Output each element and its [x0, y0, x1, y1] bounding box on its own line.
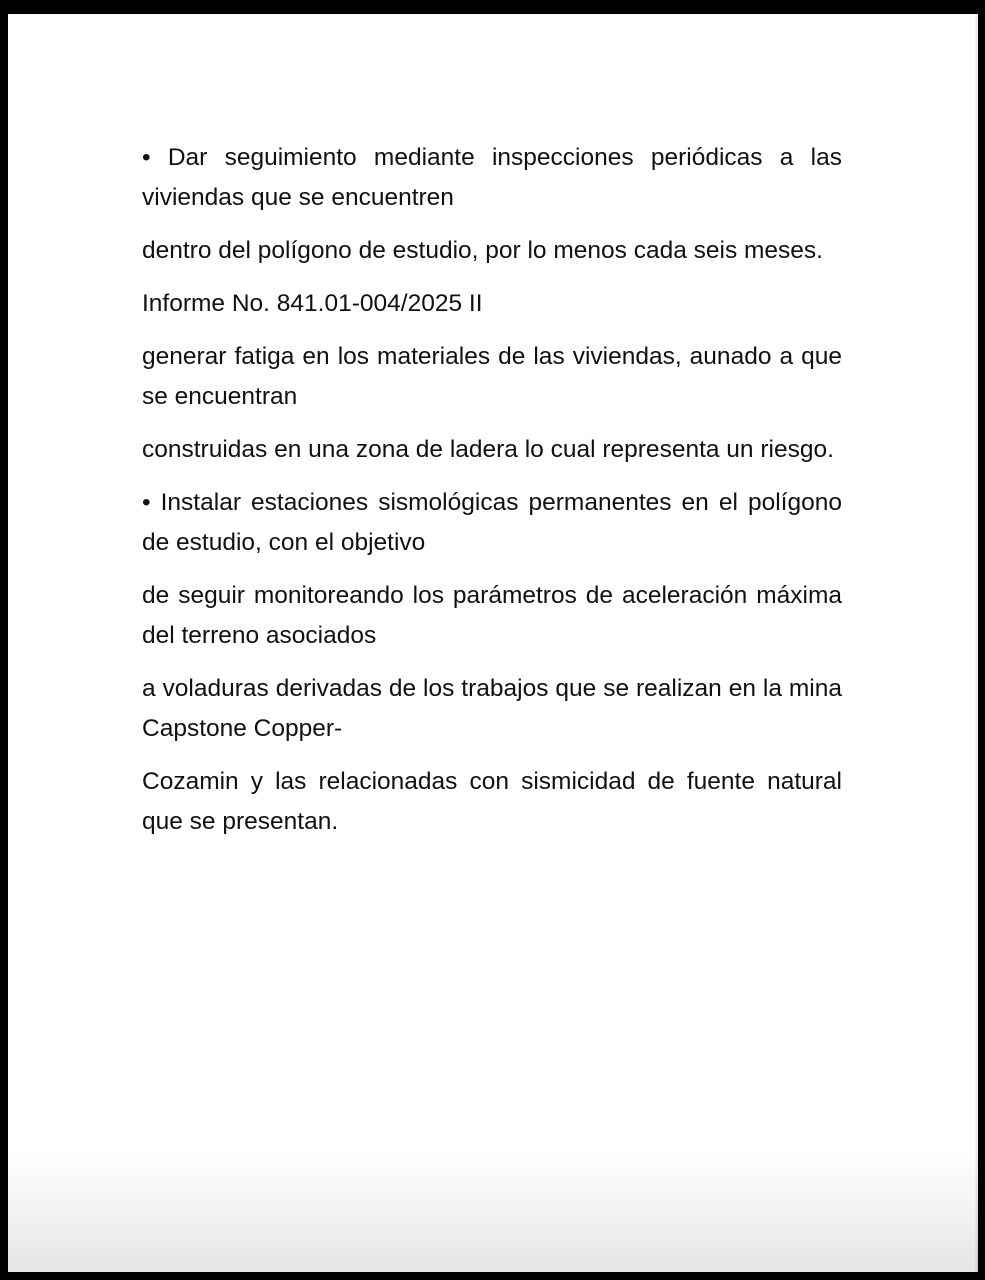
report-number: Informe No. 841.01-004/2025 II: [142, 290, 483, 317]
paragraph-natural-seismicity: Cozamin y las relacionadas con sismicidad de fuente natural que se presentan.: [142, 768, 842, 835]
page-edge-shadow: [974, 14, 978, 1272]
paragraph-inspections-continued: dentro del polígono de estudio, por lo menos cada seis meses.: [142, 237, 823, 264]
document-page: [8, 14, 978, 1272]
paragraph-recommendation-inspections: • Dar seguimiento mediante inspecciones periódicas a las viviendas que se encuentren: [142, 144, 842, 211]
paragraph-monitoring-parameters: de seguir monitoreando los parámetros de aceleración máxima del terreno asociados: [142, 582, 842, 649]
paragraph-recommendation-stations: • Instalar estaciones sismológicas permanentes en el polígono de estudio, con el objetivo: [142, 489, 842, 556]
paragraph-material-fatigue: generar fatiga en los materiales de las viviendas, aunado a que se encuentran: [142, 343, 842, 410]
document-body: [142, 138, 842, 855]
paragraph-blasting-mine: a voladuras derivadas de los trabajos que se realizan en la mina Capstone Copper-: [142, 675, 842, 742]
paragraph-hillside-risk: construidas en una zona de ladera lo cual representa un riesgo.: [142, 436, 834, 463]
